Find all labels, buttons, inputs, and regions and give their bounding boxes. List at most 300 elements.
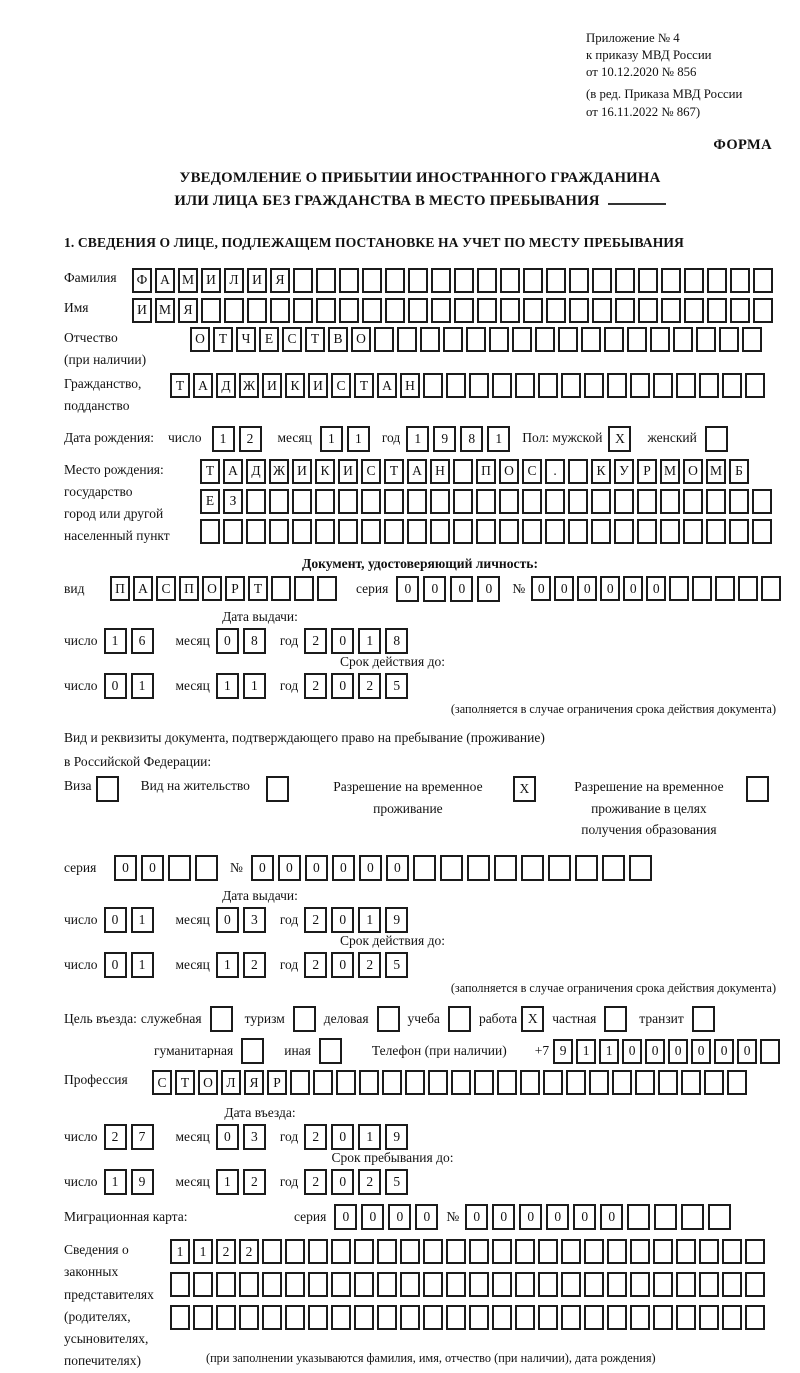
form-cell[interactable] bbox=[745, 1272, 765, 1297]
form-cell[interactable] bbox=[729, 489, 749, 514]
form-cell[interactable]: Е bbox=[200, 489, 220, 514]
form-cell[interactable]: 1 bbox=[131, 907, 154, 933]
form-cell[interactable] bbox=[423, 1239, 443, 1264]
form-cell[interactable]: Р bbox=[267, 1070, 287, 1095]
form-cell[interactable]: М bbox=[706, 459, 726, 484]
form-cell[interactable] bbox=[241, 1038, 264, 1064]
form-cell[interactable]: 3 bbox=[243, 1124, 266, 1150]
form-cell[interactable] bbox=[615, 268, 635, 293]
form-cell[interactable] bbox=[630, 1305, 650, 1330]
form-cell[interactable] bbox=[515, 1305, 535, 1330]
form-cell[interactable]: О bbox=[190, 327, 210, 352]
form-cell[interactable] bbox=[568, 489, 588, 514]
form-cell[interactable] bbox=[362, 268, 382, 293]
form-cell[interactable] bbox=[319, 1038, 342, 1064]
form-cell[interactable] bbox=[730, 268, 750, 293]
form-cell[interactable] bbox=[492, 1305, 512, 1330]
form-cell[interactable] bbox=[315, 489, 335, 514]
form-cell[interactable] bbox=[477, 268, 497, 293]
form-cell[interactable] bbox=[753, 298, 773, 323]
form-cell[interactable]: 0 bbox=[600, 1204, 623, 1230]
form-cell[interactable] bbox=[195, 855, 218, 881]
form-cell[interactable] bbox=[453, 489, 473, 514]
form-cell[interactable] bbox=[285, 1272, 305, 1297]
form-cell[interactable] bbox=[683, 519, 703, 544]
form-cell[interactable]: А bbox=[407, 459, 427, 484]
form-cell[interactable]: 0 bbox=[600, 576, 620, 601]
form-cell[interactable]: Т bbox=[354, 373, 374, 398]
form-cell[interactable]: 0 bbox=[386, 855, 409, 881]
form-cell[interactable]: И bbox=[201, 268, 221, 293]
form-cell[interactable] bbox=[382, 1070, 402, 1095]
form-cell[interactable]: У bbox=[614, 459, 634, 484]
form-cell[interactable]: Д bbox=[246, 459, 266, 484]
form-cell[interactable] bbox=[430, 519, 450, 544]
form-cell[interactable] bbox=[629, 855, 652, 881]
form-cell[interactable]: 0 bbox=[216, 907, 239, 933]
form-cell[interactable]: А bbox=[223, 459, 243, 484]
form-cell[interactable] bbox=[474, 1070, 494, 1095]
form-cell[interactable] bbox=[708, 1204, 731, 1230]
form-cell[interactable] bbox=[607, 1239, 627, 1264]
form-cell[interactable] bbox=[423, 373, 443, 398]
form-cell[interactable] bbox=[699, 1305, 719, 1330]
form-cell[interactable] bbox=[374, 327, 394, 352]
form-cell[interactable] bbox=[638, 268, 658, 293]
form-cell[interactable]: 0 bbox=[216, 628, 239, 654]
form-cell[interactable]: 0 bbox=[388, 1204, 411, 1230]
form-cell[interactable]: 2 bbox=[304, 1169, 327, 1195]
form-cell[interactable]: С bbox=[156, 576, 176, 601]
form-cell[interactable] bbox=[377, 1272, 397, 1297]
form-cell[interactable] bbox=[336, 1070, 356, 1095]
form-cell[interactable] bbox=[428, 1070, 448, 1095]
form-cell[interactable] bbox=[339, 268, 359, 293]
form-cell[interactable] bbox=[285, 1305, 305, 1330]
form-cell[interactable] bbox=[604, 327, 624, 352]
form-cell[interactable] bbox=[692, 1006, 715, 1032]
form-cell[interactable]: 0 bbox=[361, 1204, 384, 1230]
form-cell[interactable] bbox=[293, 298, 313, 323]
form-cell[interactable]: И bbox=[308, 373, 328, 398]
form-cell[interactable] bbox=[247, 298, 267, 323]
form-cell[interactable]: 1 bbox=[131, 673, 154, 699]
form-cell[interactable]: Л bbox=[221, 1070, 241, 1095]
form-cell[interactable] bbox=[760, 1039, 780, 1064]
form-cell[interactable] bbox=[707, 268, 727, 293]
form-cell[interactable]: 2 bbox=[216, 1239, 236, 1264]
form-cell[interactable]: 3 bbox=[243, 907, 266, 933]
form-cell[interactable] bbox=[446, 1272, 466, 1297]
form-cell[interactable] bbox=[492, 1239, 512, 1264]
form-cell[interactable] bbox=[545, 489, 565, 514]
form-cell[interactable]: 0 bbox=[423, 576, 446, 602]
form-cell[interactable]: 9 bbox=[131, 1169, 154, 1195]
form-cell[interactable]: 0 bbox=[114, 855, 137, 881]
form-cell[interactable] bbox=[446, 1239, 466, 1264]
form-cell[interactable] bbox=[630, 1239, 650, 1264]
form-cell[interactable]: 0 bbox=[334, 1204, 357, 1230]
form-cell[interactable]: С bbox=[361, 459, 381, 484]
form-cell[interactable]: М bbox=[660, 459, 680, 484]
form-cell[interactable]: . bbox=[545, 459, 565, 484]
form-cell[interactable] bbox=[523, 268, 543, 293]
form-cell[interactable]: О bbox=[683, 459, 703, 484]
form-cell[interactable]: Р bbox=[637, 459, 657, 484]
form-cell[interactable]: 0 bbox=[646, 576, 666, 601]
form-cell[interactable] bbox=[269, 519, 289, 544]
form-cell[interactable] bbox=[515, 1272, 535, 1297]
form-cell[interactable] bbox=[704, 1070, 724, 1095]
form-cell[interactable] bbox=[354, 1239, 374, 1264]
form-cell[interactable] bbox=[290, 1070, 310, 1095]
form-cell[interactable] bbox=[308, 1272, 328, 1297]
form-cell[interactable]: С bbox=[331, 373, 351, 398]
form-cell[interactable] bbox=[293, 268, 313, 293]
form-cell[interactable] bbox=[684, 268, 704, 293]
form-cell[interactable] bbox=[466, 327, 486, 352]
form-cell[interactable] bbox=[407, 489, 427, 514]
form-cell[interactable] bbox=[500, 298, 520, 323]
form-cell[interactable] bbox=[294, 576, 314, 601]
form-cell[interactable]: П bbox=[476, 459, 496, 484]
form-cell[interactable] bbox=[650, 327, 670, 352]
form-cell[interactable]: 1 bbox=[576, 1039, 596, 1064]
form-cell[interactable] bbox=[285, 1239, 305, 1264]
form-cell[interactable] bbox=[170, 1305, 190, 1330]
form-cell[interactable] bbox=[543, 1070, 563, 1095]
form-cell[interactable] bbox=[705, 426, 728, 452]
form-cell[interactable]: 2 bbox=[304, 907, 327, 933]
form-cell[interactable]: 0 bbox=[415, 1204, 438, 1230]
form-cell[interactable] bbox=[317, 576, 337, 601]
form-cell[interactable] bbox=[361, 489, 381, 514]
form-cell[interactable]: 1 bbox=[131, 952, 154, 978]
form-cell[interactable]: X bbox=[608, 426, 631, 452]
form-cell[interactable] bbox=[469, 1272, 489, 1297]
form-cell[interactable]: 6 bbox=[131, 628, 154, 654]
form-cell[interactable]: 0 bbox=[104, 907, 127, 933]
form-cell[interactable] bbox=[431, 268, 451, 293]
form-cell[interactable]: 9 bbox=[553, 1039, 573, 1064]
form-cell[interactable] bbox=[707, 298, 727, 323]
form-cell[interactable] bbox=[738, 576, 758, 601]
form-cell[interactable]: 1 bbox=[104, 628, 127, 654]
form-cell[interactable]: И bbox=[247, 268, 267, 293]
form-cell[interactable] bbox=[469, 1239, 489, 1264]
form-cell[interactable]: 2 bbox=[104, 1124, 127, 1150]
form-cell[interactable]: 0 bbox=[465, 1204, 488, 1230]
form-cell[interactable]: 0 bbox=[577, 576, 597, 601]
form-cell[interactable] bbox=[654, 1204, 677, 1230]
form-cell[interactable] bbox=[568, 519, 588, 544]
form-cell[interactable]: А bbox=[377, 373, 397, 398]
form-cell[interactable] bbox=[269, 489, 289, 514]
form-cell[interactable]: А bbox=[133, 576, 153, 601]
form-cell[interactable] bbox=[742, 327, 762, 352]
form-cell[interactable]: 1 bbox=[406, 426, 429, 452]
form-cell[interactable]: Т bbox=[200, 459, 220, 484]
form-cell[interactable]: 0 bbox=[645, 1039, 665, 1064]
form-cell[interactable] bbox=[239, 1305, 259, 1330]
form-cell[interactable] bbox=[454, 298, 474, 323]
form-cell[interactable]: 1 bbox=[347, 426, 370, 452]
form-cell[interactable]: О bbox=[499, 459, 519, 484]
form-cell[interactable]: 1 bbox=[358, 1124, 381, 1150]
form-cell[interactable]: Т bbox=[175, 1070, 195, 1095]
form-cell[interactable] bbox=[308, 1305, 328, 1330]
form-cell[interactable] bbox=[727, 1070, 747, 1095]
form-cell[interactable]: О bbox=[198, 1070, 218, 1095]
form-cell[interactable]: 0 bbox=[519, 1204, 542, 1230]
form-cell[interactable] bbox=[653, 373, 673, 398]
form-cell[interactable] bbox=[684, 298, 704, 323]
form-cell[interactable] bbox=[581, 327, 601, 352]
form-cell[interactable]: Е bbox=[259, 327, 279, 352]
form-cell[interactable] bbox=[548, 855, 571, 881]
form-cell[interactable] bbox=[308, 1239, 328, 1264]
form-cell[interactable]: 0 bbox=[573, 1204, 596, 1230]
form-cell[interactable] bbox=[354, 1305, 374, 1330]
form-cell[interactable]: С bbox=[522, 459, 542, 484]
form-cell[interactable] bbox=[545, 519, 565, 544]
form-cell[interactable] bbox=[653, 1272, 673, 1297]
form-cell[interactable]: Д bbox=[216, 373, 236, 398]
form-cell[interactable] bbox=[637, 519, 657, 544]
form-cell[interactable] bbox=[561, 1305, 581, 1330]
form-cell[interactable]: 0 bbox=[396, 576, 419, 602]
form-cell[interactable]: 1 bbox=[599, 1039, 619, 1064]
form-cell[interactable] bbox=[339, 298, 359, 323]
form-cell[interactable]: Н bbox=[430, 459, 450, 484]
form-cell[interactable] bbox=[262, 1272, 282, 1297]
form-cell[interactable] bbox=[400, 1305, 420, 1330]
form-cell[interactable]: 0 bbox=[546, 1204, 569, 1230]
form-cell[interactable] bbox=[446, 373, 466, 398]
form-cell[interactable]: 0 bbox=[331, 1124, 354, 1150]
form-cell[interactable] bbox=[377, 1239, 397, 1264]
form-cell[interactable] bbox=[384, 489, 404, 514]
form-cell[interactable] bbox=[546, 298, 566, 323]
form-cell[interactable] bbox=[200, 519, 220, 544]
form-cell[interactable] bbox=[561, 373, 581, 398]
form-cell[interactable] bbox=[239, 1272, 259, 1297]
form-cell[interactable] bbox=[522, 489, 542, 514]
form-cell[interactable]: 0 bbox=[622, 1039, 642, 1064]
form-cell[interactable]: Я bbox=[270, 268, 290, 293]
form-cell[interactable]: Ж bbox=[269, 459, 289, 484]
form-cell[interactable] bbox=[653, 1305, 673, 1330]
form-cell[interactable]: 2 bbox=[243, 952, 266, 978]
form-cell[interactable]: 1 bbox=[487, 426, 510, 452]
form-cell[interactable] bbox=[699, 1239, 719, 1264]
form-cell[interactable]: 0 bbox=[331, 673, 354, 699]
form-cell[interactable] bbox=[538, 1272, 558, 1297]
form-cell[interactable]: Ж bbox=[239, 373, 259, 398]
form-cell[interactable] bbox=[361, 519, 381, 544]
form-cell[interactable]: О bbox=[351, 327, 371, 352]
form-cell[interactable]: Я bbox=[178, 298, 198, 323]
form-cell[interactable] bbox=[443, 327, 463, 352]
form-cell[interactable]: 0 bbox=[450, 576, 473, 602]
form-cell[interactable]: 2 bbox=[304, 952, 327, 978]
form-cell[interactable]: Т bbox=[170, 373, 190, 398]
form-cell[interactable]: 2 bbox=[304, 1124, 327, 1150]
form-cell[interactable] bbox=[752, 489, 772, 514]
form-cell[interactable]: 2 bbox=[243, 1169, 266, 1195]
form-cell[interactable]: 2 bbox=[304, 628, 327, 654]
form-cell[interactable] bbox=[420, 327, 440, 352]
form-cell[interactable] bbox=[722, 1239, 742, 1264]
form-cell[interactable]: Н bbox=[400, 373, 420, 398]
form-cell[interactable] bbox=[216, 1272, 236, 1297]
form-cell[interactable] bbox=[729, 519, 749, 544]
form-cell[interactable] bbox=[515, 1239, 535, 1264]
form-cell[interactable]: Л bbox=[224, 268, 244, 293]
form-cell[interactable] bbox=[592, 298, 612, 323]
form-cell[interactable]: 0 bbox=[331, 1169, 354, 1195]
form-cell[interactable] bbox=[168, 855, 191, 881]
form-cell[interactable] bbox=[492, 373, 512, 398]
form-cell[interactable] bbox=[653, 1239, 673, 1264]
form-cell[interactable]: Р bbox=[225, 576, 245, 601]
form-cell[interactable] bbox=[676, 1239, 696, 1264]
form-cell[interactable] bbox=[499, 519, 519, 544]
form-cell[interactable]: М bbox=[155, 298, 175, 323]
form-cell[interactable]: С bbox=[282, 327, 302, 352]
form-cell[interactable] bbox=[715, 576, 735, 601]
form-cell[interactable]: А bbox=[193, 373, 213, 398]
form-cell[interactable]: 0 bbox=[737, 1039, 757, 1064]
form-cell[interactable] bbox=[377, 1006, 400, 1032]
form-cell[interactable] bbox=[591, 489, 611, 514]
form-cell[interactable] bbox=[331, 1272, 351, 1297]
form-cell[interactable]: 0 bbox=[623, 576, 643, 601]
form-cell[interactable] bbox=[430, 489, 450, 514]
form-cell[interactable] bbox=[630, 373, 650, 398]
form-cell[interactable] bbox=[500, 268, 520, 293]
form-cell[interactable] bbox=[453, 519, 473, 544]
form-cell[interactable] bbox=[584, 1272, 604, 1297]
form-cell[interactable]: 0 bbox=[141, 855, 164, 881]
form-cell[interactable] bbox=[658, 1070, 678, 1095]
form-cell[interactable] bbox=[489, 327, 509, 352]
form-cell[interactable]: 0 bbox=[278, 855, 301, 881]
form-cell[interactable] bbox=[538, 373, 558, 398]
form-cell[interactable]: 8 bbox=[385, 628, 408, 654]
form-cell[interactable]: 1 bbox=[216, 1169, 239, 1195]
form-cell[interactable] bbox=[635, 1070, 655, 1095]
form-cell[interactable] bbox=[753, 268, 773, 293]
form-cell[interactable] bbox=[589, 1070, 609, 1095]
form-cell[interactable] bbox=[454, 268, 474, 293]
form-cell[interactable]: 0 bbox=[331, 907, 354, 933]
form-cell[interactable]: 0 bbox=[691, 1039, 711, 1064]
form-cell[interactable] bbox=[722, 1305, 742, 1330]
form-cell[interactable] bbox=[313, 1070, 333, 1095]
form-cell[interactable]: 0 bbox=[331, 628, 354, 654]
form-cell[interactable]: 2 bbox=[239, 426, 262, 452]
form-cell[interactable] bbox=[612, 1070, 632, 1095]
form-cell[interactable]: 1 bbox=[216, 673, 239, 699]
form-cell[interactable]: 0 bbox=[251, 855, 274, 881]
form-cell[interactable] bbox=[266, 776, 289, 802]
title-blank-line[interactable] bbox=[608, 190, 666, 205]
form-cell[interactable] bbox=[292, 489, 312, 514]
form-cell[interactable]: 5 bbox=[385, 673, 408, 699]
form-cell[interactable]: 0 bbox=[492, 1204, 515, 1230]
form-cell[interactable] bbox=[385, 268, 405, 293]
form-cell[interactable] bbox=[614, 489, 634, 514]
form-cell[interactable]: 1 bbox=[358, 628, 381, 654]
form-cell[interactable] bbox=[602, 855, 625, 881]
form-cell[interactable] bbox=[400, 1239, 420, 1264]
form-cell[interactable] bbox=[538, 1305, 558, 1330]
form-cell[interactable] bbox=[271, 576, 291, 601]
form-cell[interactable] bbox=[492, 1272, 512, 1297]
form-cell[interactable] bbox=[408, 298, 428, 323]
form-cell[interactable] bbox=[591, 519, 611, 544]
form-cell[interactable]: 0 bbox=[305, 855, 328, 881]
form-cell[interactable] bbox=[575, 855, 598, 881]
form-cell[interactable]: 0 bbox=[332, 855, 355, 881]
form-cell[interactable] bbox=[431, 298, 451, 323]
form-cell[interactable] bbox=[746, 776, 769, 802]
form-cell[interactable] bbox=[359, 1070, 379, 1095]
form-cell[interactable] bbox=[331, 1239, 351, 1264]
form-cell[interactable] bbox=[354, 1272, 374, 1297]
form-cell[interactable] bbox=[661, 268, 681, 293]
form-cell[interactable]: 2 bbox=[304, 673, 327, 699]
form-cell[interactable] bbox=[745, 1305, 765, 1330]
form-cell[interactable]: Т bbox=[248, 576, 268, 601]
form-cell[interactable] bbox=[316, 268, 336, 293]
form-cell[interactable] bbox=[223, 519, 243, 544]
form-cell[interactable] bbox=[408, 268, 428, 293]
form-cell[interactable] bbox=[522, 519, 542, 544]
form-cell[interactable]: Ф bbox=[132, 268, 152, 293]
form-cell[interactable]: К bbox=[591, 459, 611, 484]
form-cell[interactable] bbox=[523, 298, 543, 323]
form-cell[interactable] bbox=[494, 855, 517, 881]
form-cell[interactable] bbox=[315, 519, 335, 544]
form-cell[interactable] bbox=[676, 1305, 696, 1330]
form-cell[interactable] bbox=[400, 1272, 420, 1297]
form-cell[interactable] bbox=[476, 519, 496, 544]
form-cell[interactable]: И bbox=[292, 459, 312, 484]
form-cell[interactable]: X bbox=[513, 776, 536, 802]
form-cell[interactable]: 0 bbox=[531, 576, 551, 601]
form-cell[interactable] bbox=[469, 1305, 489, 1330]
form-cell[interactable] bbox=[706, 489, 726, 514]
form-cell[interactable] bbox=[384, 519, 404, 544]
form-cell[interactable]: 1 bbox=[170, 1239, 190, 1264]
form-cell[interactable] bbox=[440, 855, 463, 881]
form-cell[interactable] bbox=[752, 519, 772, 544]
form-cell[interactable] bbox=[469, 373, 489, 398]
form-cell[interactable] bbox=[681, 1204, 704, 1230]
form-cell[interactable] bbox=[262, 1305, 282, 1330]
form-cell[interactable]: Т bbox=[305, 327, 325, 352]
form-cell[interactable] bbox=[627, 1204, 650, 1230]
form-cell[interactable]: Т bbox=[213, 327, 233, 352]
form-cell[interactable]: 0 bbox=[359, 855, 382, 881]
form-cell[interactable] bbox=[604, 1006, 627, 1032]
form-cell[interactable]: И bbox=[338, 459, 358, 484]
form-cell[interactable]: 1 bbox=[320, 426, 343, 452]
form-cell[interactable] bbox=[201, 298, 221, 323]
form-cell[interactable] bbox=[592, 268, 612, 293]
